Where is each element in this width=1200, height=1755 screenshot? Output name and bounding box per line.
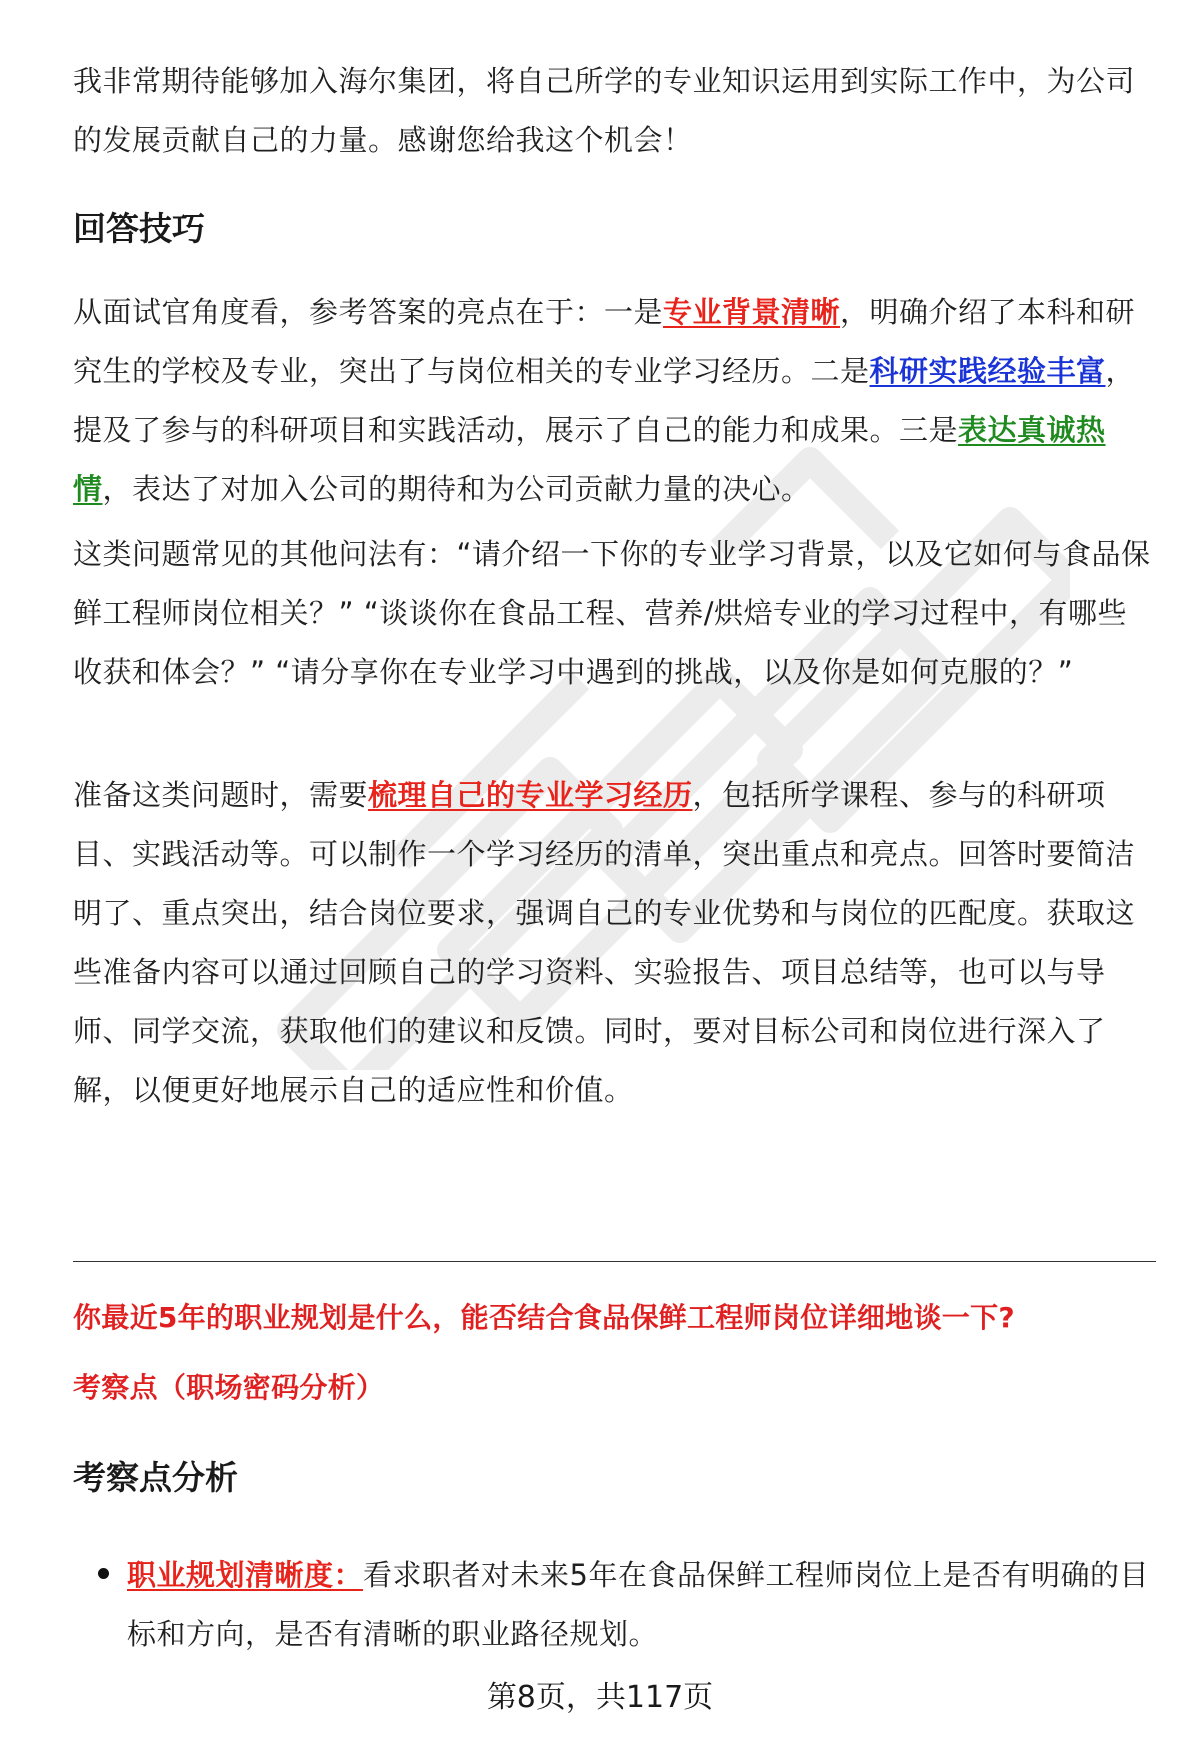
highlight-research-experience: 科研实践经验丰富 xyxy=(869,354,1106,388)
bullet-text: 看求职者对未来5年在食品保鲜工程师岗位上是否有明确的目标和方向，是否有清晰的职业路径规划。 xyxy=(127,1558,1149,1651)
para1-text-2: ，明确介绍了本科和研究生的学校及专业，突出了与岗位相关的专业学习经历。二是 xyxy=(73,295,1136,388)
answer-tips-paragraph-1 xyxy=(73,283,1153,519)
next-question-subtitle: 考察点（职场密码分析） xyxy=(73,1371,385,1404)
intro-paragraph: 我非常期待能够加入海尔集团，将自己所学的专业知识运用到实际工作中，为公司的发展贡献自己的力量。感谢您给我这个机会！ xyxy=(73,64,1136,157)
answer-tips-heading: 回答技巧 xyxy=(73,209,205,248)
next-question-title: 你最近5年的职业规划是什么，能否结合食品保鲜工程师岗位详细地谈一下? xyxy=(73,1301,1015,1334)
analysis-heading: 考察点分析 xyxy=(73,1458,238,1497)
highlight-sincere-enthusiasm: 表达真诚热情 xyxy=(73,413,1106,506)
section-divider xyxy=(73,1261,1156,1262)
answer-tips-paragraph-3 xyxy=(73,766,1153,1120)
para3-text-2: ，包括所学课程、参与的科研项目、实践活动等。可以制作一个学习经历的清单，突出重点和亮点。回答时要简洁明了、重点突出，结合岗位要求，强调自己的专业优势和与岗位的匹配度。获取这些准备内容可以通过回顾自己的学习资料、实验报告、项目总结等，也可以与导师、同学交流，获取他们的建议和反馈。同时，要对目标公司和岗位进行深入了解，以便更好地展示自己的适应性和价值。 xyxy=(73,778,1136,1107)
bullet-label: 职业规划清晰度： xyxy=(127,1558,364,1592)
highlight-study-experience: 梳理自己的专业学习经历 xyxy=(368,778,693,812)
analysis-bullet-item xyxy=(127,1546,1157,1664)
para1-text-3: ，提及了参与的科研项目和实践活动，展示了自己的能力和成果。三是 xyxy=(73,354,1136,447)
para1-text-4: ，表达了对加入公司的期待和为公司贡献力量的决心。 xyxy=(102,472,811,506)
bullet-dot-icon xyxy=(98,1568,109,1579)
para3-text-1: 准备这类问题时，需要 xyxy=(73,778,369,812)
highlight-professional-background: 专业背景清晰 xyxy=(663,295,841,329)
page-number-footer: 第8页，共117页 xyxy=(486,1680,714,1715)
para1-text-1: 从面试官角度看，参考答案的亮点在于：一是 xyxy=(73,295,664,329)
answer-tips-paragraph-2: 这类问题常见的其他问法有：“请介绍一下你的专业学习背景，以及它如何与食品保鲜工程师岗位相关？” “谈谈你在食品工程、营养/烘焙专业的学习过程中，有哪些收获和体会？” “请分享你在专业学习中遇到的挑战，以及你是如何克服的？” xyxy=(73,537,1151,689)
